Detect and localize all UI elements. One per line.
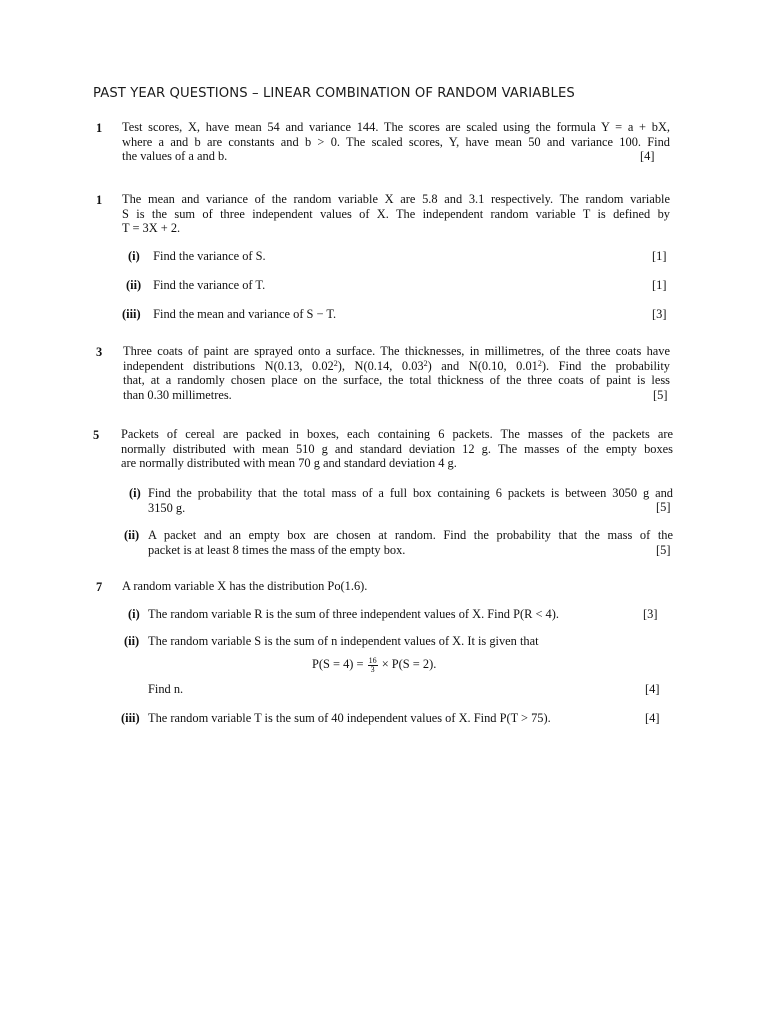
marks-label: [5] (653, 388, 668, 402)
marks-label: [5] (656, 543, 671, 557)
part-label: (i) (128, 607, 140, 621)
question-text-line: normally distributed with mean 510 g and standard deviation 12 g. The masses of the empty boxes (121, 441, 673, 456)
question-part (122, 307, 336, 322)
question-text-line: that, at a randomly chosen place on the surface, the total thickness of the three coats of paint is less (123, 373, 670, 388)
part-text: Find the variance of T. (153, 278, 266, 292)
question-text-line: where a and b are constants and b > 0. The scaled scores, Y, have mean 50 and variance 100. Find (122, 134, 670, 149)
part-label: (ii) (126, 278, 142, 292)
question-text-line: than 0.30 millimetres. (123, 387, 232, 402)
part-label: (ii) (124, 634, 140, 648)
part-text: Find the probability that the total mass of a full box containing 6 packets is between 3050 g and (148, 486, 673, 500)
question-number: 3 (96, 345, 103, 359)
part-text: A packet and an empty box are chosen at random. Find the probability that the mass of the (148, 528, 673, 542)
marks-label: [4] (645, 711, 660, 725)
marks-label: [5] (656, 500, 671, 514)
part-text: The random variable T is the sum of 40 independent values of X. Find P(T > 75). (148, 711, 551, 725)
part-label: (i) (128, 249, 140, 263)
part-label: (ii) (124, 528, 140, 542)
marks-label: [1] (652, 249, 667, 263)
part-text: The random variable S is the sum of n independent values of X. It is given that (148, 634, 539, 648)
question-text-line: S is the sum of three independent values of X. The independent random variable T is defined by (122, 206, 670, 221)
part-label: (iii) (122, 307, 141, 321)
marks-label: [4] (645, 682, 660, 696)
marks-label: [3] (643, 607, 658, 621)
question-text-line: The mean and variance of the random variable X are 5.8 and 3.1 respectively. The random variable (122, 192, 670, 206)
part-text: Find the mean and variance of S − T. (153, 307, 337, 321)
part-text: The random variable R is the sum of three independent values of X. Find P(R < 4). (148, 607, 559, 621)
part-label: (iii) (121, 711, 140, 725)
page-title: PAST YEAR QUESTIONS – LINEAR COMBINATION OF RANDOM VARIABLES (93, 86, 575, 101)
part-text: Find n. (148, 682, 184, 696)
marks-label: [3] (652, 307, 667, 321)
equation: P(S = 4) = $\frac{16}{3}$ × P(S = 2). (312, 656, 437, 674)
part-text: 3150 g. (148, 500, 186, 515)
marks-label: [1] (652, 278, 667, 292)
question-number: 7 (96, 580, 103, 594)
part-label: (i) (129, 486, 141, 500)
question-part (126, 278, 265, 293)
question-text-line: are normally distributed with mean 70 g and standard deviation 4 g. (121, 456, 457, 471)
question-text-line: A random variable X has the distribution Po(1.6). (122, 579, 368, 593)
question-text-line: Test scores, X, have mean 54 and variance 144. The scores are scaled using the formula Y = a + bX, (122, 120, 670, 134)
question-number: 1 (96, 121, 103, 135)
question-text-line: independent distributions N(0.13, 0.02$^2$), N(0.14, 0.03$^2$) and N(0.10, 0.01$^2$). Find the probability (123, 358, 670, 373)
question-text-line: T = 3X + 2. (122, 221, 181, 236)
part-text: Find the variance of S. (153, 249, 266, 263)
question-text-line: the values of a and b. (122, 149, 228, 164)
question-text-line: Packets of cereal are packed in boxes, each containing 6 packets. The masses of the packets are (121, 427, 673, 441)
part-text: packet is at least 8 times the mass of the empty box. (148, 542, 406, 557)
question-text-line: Three coats of paint are sprayed onto a surface. The thicknesses, in millimetres, of the three coats have (123, 344, 670, 358)
question-part (128, 249, 266, 264)
question-number: 5 (93, 428, 100, 442)
question-number: 1 (96, 193, 103, 207)
marks-label: [4] (640, 149, 655, 163)
